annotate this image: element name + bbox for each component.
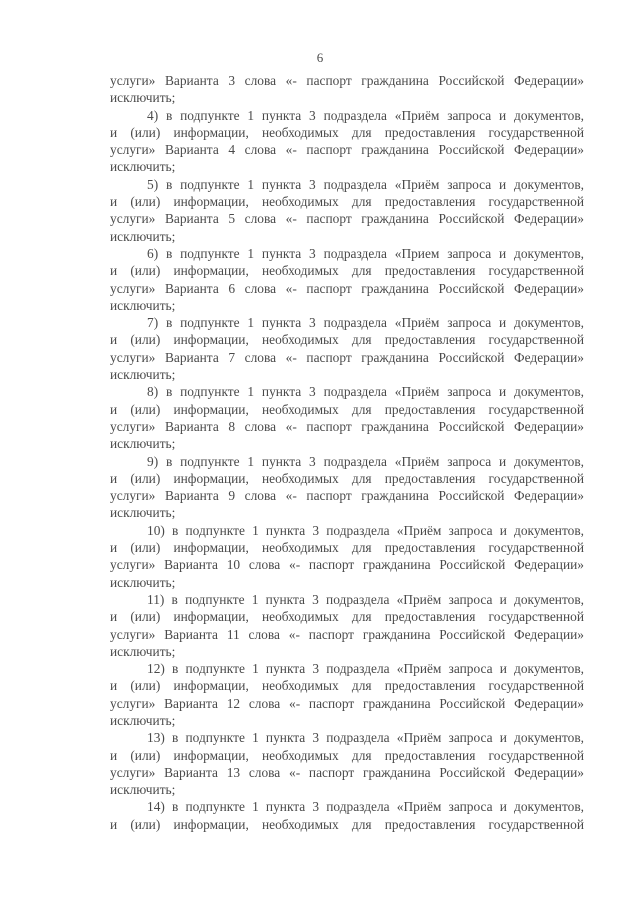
paragraph-line: услуги» Варианта 6 слова «- паспорт гражданина Российской Федерации» xyxy=(110,280,584,296)
paragraph-line: и (или) информации, необходимых для предоставления государственной xyxy=(110,747,584,763)
paragraph xyxy=(110,729,584,798)
paragraph xyxy=(110,245,584,314)
page-number: 6 xyxy=(316,50,324,65)
paragraph-line: услуги» Варианта 10 слова «- паспорт гражданина Российской Федерации» xyxy=(110,557,584,573)
paragraph-line: услуги» Варианта 13 слова «- паспорт гражданина Российской Федерации» xyxy=(110,764,584,780)
paragraph-line: и (или) информации, необходимых для предоставления государственной xyxy=(110,470,584,486)
paragraph-line: услуги» Варианта 7 слова «- паспорт гражданина Российской Федерации» xyxy=(110,349,584,365)
paragraph-line: исключить; xyxy=(110,228,176,244)
paragraph-line: услуги» Варианта 11 слова «- паспорт гражданина Российской Федерации» xyxy=(110,626,584,642)
paragraph-line: исключить; xyxy=(110,712,176,728)
paragraph xyxy=(110,383,584,452)
paragraph-line: исключить; xyxy=(110,297,176,313)
paragraph xyxy=(110,522,584,591)
paragraph-line: и (или) информации, необходимых для предоставления государственной xyxy=(110,678,584,694)
paragraph-line: 4) в подпункте 1 пункта 3 подраздела «Приём запроса и документов, xyxy=(147,107,584,123)
paragraph xyxy=(110,453,584,522)
paragraph-line: исключить; xyxy=(110,643,176,659)
paragraph-line: 9) в подпункте 1 пункта 3 подраздела «Приём запроса и документов, xyxy=(147,453,584,469)
paragraph-line: 14) в подпункте 1 пункта 3 подраздела «Приём запроса и документов, xyxy=(147,799,584,815)
paragraph-line: и (или) информации, необходимых для предоставления государственной xyxy=(110,263,584,279)
paragraph-line: и (или) информации, необходимых для предоставления государственной xyxy=(110,124,584,140)
paragraph-line: и (или) информации, необходимых для предоставления государственной xyxy=(110,540,584,556)
paragraph-line: 6) в подпункте 1 пункта 3 подраздела «Прием запроса и документов, xyxy=(147,245,584,261)
paragraph-line: услуги» Варианта 3 слова «- паспорт гражданина Российской Федерации» xyxy=(110,73,584,88)
paragraph xyxy=(110,314,584,383)
paragraph-line: исключить; xyxy=(110,367,176,383)
paragraph xyxy=(110,72,584,107)
paragraph-line: 8) в подпункте 1 пункта 3 подраздела «Приём запроса и документов, xyxy=(147,384,584,400)
paragraph-line: 12) в подпункте 1 пункта 3 подраздела «Приём запроса и документов, xyxy=(147,661,584,677)
paragraph-line: исключить; xyxy=(110,159,176,175)
paragraph-line: и (или) информации, необходимых для предоставления государственной xyxy=(110,816,584,832)
paragraph-line: 13) в подпункте 1 пункта 3 подраздела «Приём запроса и документов, xyxy=(147,730,584,746)
paragraph-line: услуги» Варианта 8 слова «- паспорт гражданина Российской Федерации» xyxy=(110,418,584,434)
paragraph xyxy=(110,591,584,660)
paragraph-line: 11) в подпункте 1 пункта 3 подраздела «Приём запроса и документов, xyxy=(147,591,584,607)
paragraph-line: и (или) информации, необходимых для предоставления государственной xyxy=(110,401,584,417)
paragraph-line: 10) в подпункте 1 пункта 3 подраздела «Приём запроса и документов, xyxy=(147,522,584,538)
paragraph-line: услуги» Варианта 4 слова «- паспорт гражданина Российской Федерации» xyxy=(110,142,584,158)
paragraph-line: 7) в подпункте 1 пункта 3 подраздела «Приём запроса и документов, xyxy=(147,315,584,331)
paragraph xyxy=(110,660,584,729)
paragraph-line: исключить; xyxy=(110,574,176,590)
paragraph-line: услуги» Варианта 12 слова «- паспорт гражданина Российской Федерации» xyxy=(110,695,584,711)
paragraph-line: услуги» Варианта 9 слова «- паспорт гражданина Российской Федерации» xyxy=(110,488,584,504)
paragraph-line: и (или) информации, необходимых для предоставления государственной xyxy=(110,332,584,348)
paragraph-line: исключить; xyxy=(110,782,176,798)
paragraph xyxy=(110,176,584,245)
paragraph-line: 5) в подпункте 1 пункта 3 подраздела «Приём запроса и документов, xyxy=(147,176,584,192)
paragraph-line: исключить; xyxy=(110,90,176,106)
paragraph-line: исключить; xyxy=(110,505,176,521)
paragraph-line: услуги» Варианта 5 слова «- паспорт гражданина Российской Федерации» xyxy=(110,211,584,227)
paragraph-line: и (или) информации, необходимых для предоставления государственной xyxy=(110,194,584,210)
paragraph xyxy=(110,107,584,176)
paragraph-line: исключить; xyxy=(110,436,176,452)
paragraph xyxy=(110,798,584,833)
document-body xyxy=(110,72,584,833)
paragraph-line: и (или) информации, необходимых для предоставления государственной xyxy=(110,609,584,625)
